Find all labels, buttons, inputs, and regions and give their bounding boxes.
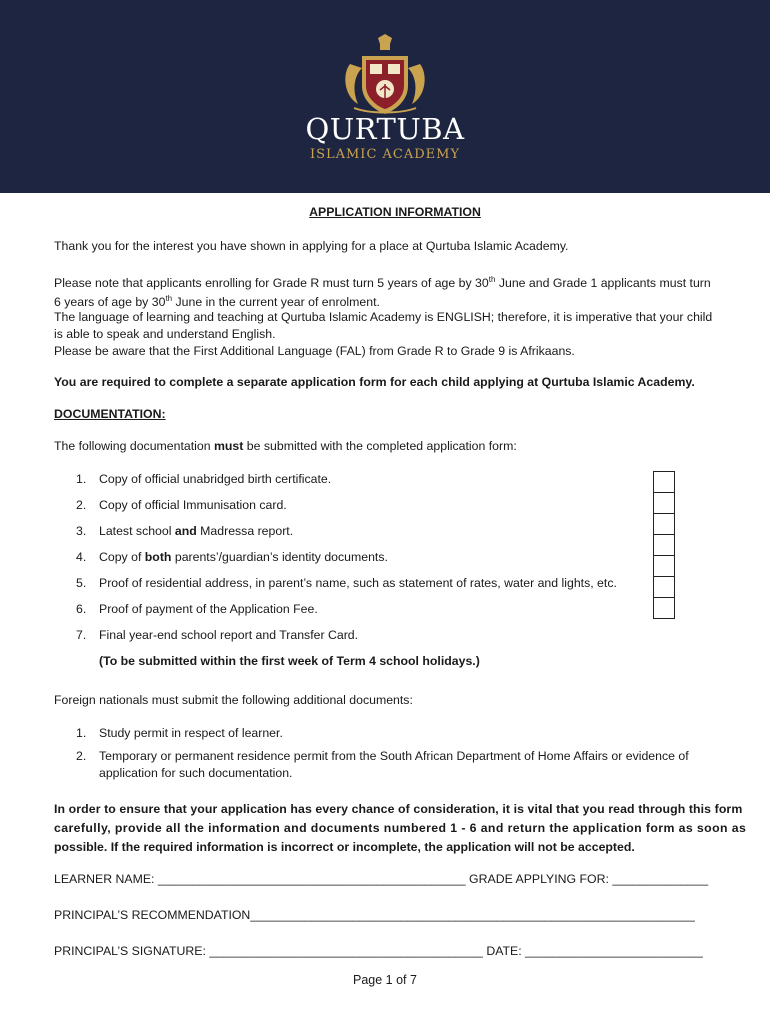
principal-recommendation-label: PRINCIPAL’S RECOMMENDATION xyxy=(54,908,251,922)
warning-line: carefully, provide all the information and documents numbered 1 - 6 and return the application form as soon as xyxy=(54,821,747,835)
principal-signature-field[interactable]: ________________________________________ xyxy=(209,944,483,958)
document-checkboxes xyxy=(653,472,675,619)
age-note-line-2: 6 years of age by 30th June in the current year of enrolment. xyxy=(54,294,380,310)
term4-note: (To be submitted within the first week of Term 4 school holidays.) xyxy=(99,654,480,668)
page-number: Page 1 of 7 xyxy=(353,973,417,987)
checkbox-doc-7[interactable] xyxy=(653,597,675,619)
principal-recommendation-row xyxy=(54,907,695,924)
checkbox-doc-3[interactable] xyxy=(653,513,675,535)
checkbox-doc-2[interactable] xyxy=(653,492,675,514)
school-name: QURTUBA xyxy=(305,112,465,146)
learner-name-label: LEARNER NAME: xyxy=(54,872,158,886)
principal-recommendation-field[interactable]: _________________________________________________________________ xyxy=(250,908,695,922)
principal-signature-label: PRINCIPAL’S SIGNATURE: xyxy=(54,944,210,958)
checkbox-doc-4[interactable] xyxy=(653,534,675,556)
documentation-heading: DOCUMENTATION: xyxy=(54,407,166,421)
grade-field[interactable]: ______________ xyxy=(612,872,709,886)
school-subtitle: ISLAMIC ACADEMY xyxy=(309,147,461,162)
language-note-line-2: is able to speak and understand English. xyxy=(54,327,276,341)
fal-note: Please be aware that the First Additional Language (FAL) from Grade R to Grade 9 is Afrikaans. xyxy=(54,344,575,358)
checkbox-doc-5[interactable] xyxy=(653,555,675,577)
list-item-continuation: application for such documentation. xyxy=(99,766,293,780)
age-note-line-1: Please note that applicants enrolling for Grade R must turn 5 years of age by 30th June and Grade 1 applicants must turn xyxy=(54,275,711,291)
school-crest-logo xyxy=(340,34,430,118)
learner-name-row xyxy=(54,871,708,888)
checkbox-doc-6[interactable] xyxy=(653,576,675,598)
date-field[interactable]: __________________________ xyxy=(525,944,703,958)
page-title: APPLICATION INFORMATION xyxy=(309,205,481,219)
language-note-line-1: The language of learning and teaching at Qurtuba Islamic Academy is ENGLISH; therefore, it is imperative that your child xyxy=(54,310,713,324)
checkbox-doc-1[interactable] xyxy=(653,471,675,493)
header-banner xyxy=(0,0,770,193)
learner-name-field[interactable]: _____________________________________________ xyxy=(157,872,466,886)
grade-label: GRADE APPLYING FOR: xyxy=(465,872,613,886)
intro-text: Thank you for the interest you have shown in applying for a place at Qurtuba Islamic Academy. xyxy=(54,239,569,253)
date-label: DATE: xyxy=(482,944,526,958)
foreign-intro: Foreign nationals must submit the following additional documents: xyxy=(54,693,413,707)
separate-form-note: You are required to complete a separate application form for each child applying at Qurtuba Islamic Academy. xyxy=(54,375,695,389)
documentation-intro: The following documentation must be submitted with the completed application form: xyxy=(54,439,517,453)
principal-signature-row xyxy=(54,943,703,960)
warning-line: In order to ensure that your application has every chance of consideration, it is vital that you read through this form xyxy=(54,802,743,816)
warning-line: possible. If the required information is incorrect or incomplete, the application will not be accepted. xyxy=(54,840,635,854)
